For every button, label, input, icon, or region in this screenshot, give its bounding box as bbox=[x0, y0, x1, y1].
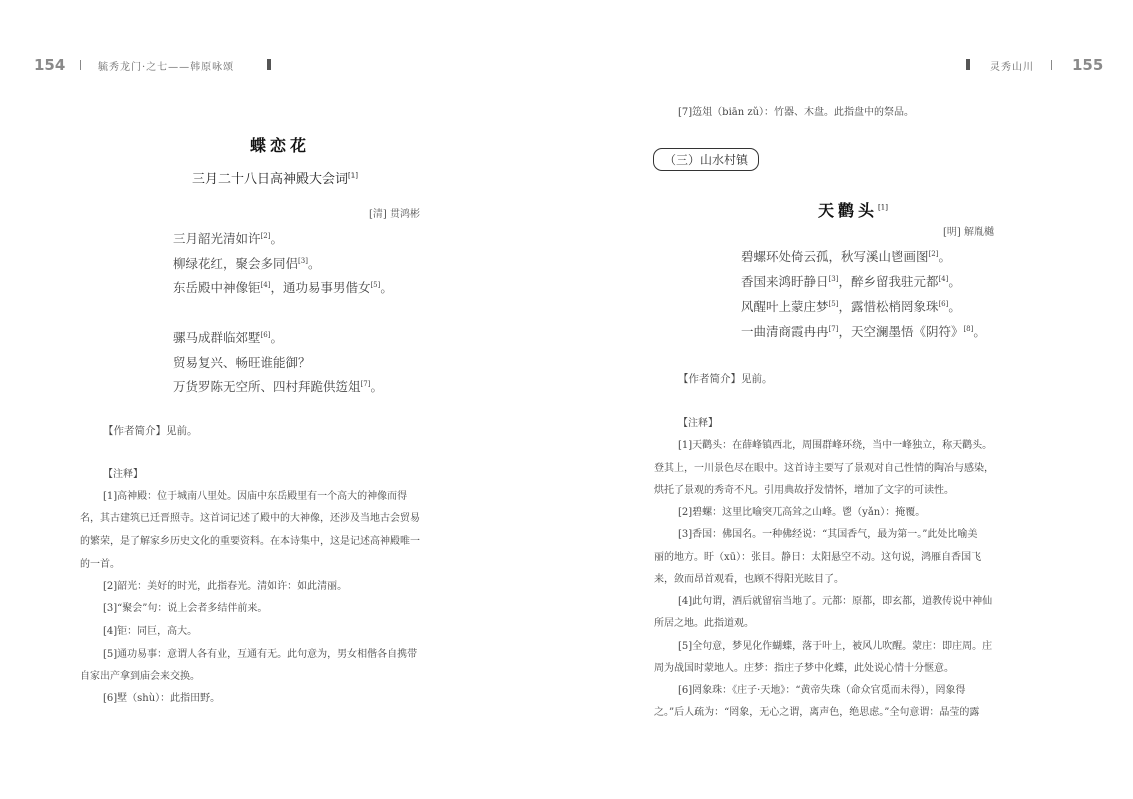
poem-subtitle-left bbox=[192, 168, 358, 187]
note-line: [5]通功易事：意谓人各有业，互通有无。此句意为，男女相偕各自携带 bbox=[103, 649, 418, 660]
note-line: [2]碧螺：这里比喻突兀高耸之山峰。鬯（yǎn）：掩覆。 bbox=[678, 507, 926, 518]
running-title-left: 毓秀龙门·之七——韩原咏颂 bbox=[98, 62, 235, 73]
note-line: 烘托了景观的秀奇不凡。引用典故抒发情怀，增加了文字的可读性。 bbox=[654, 485, 954, 496]
note-line: [3]香国：佛国名。一种佛经说：“其国香气，最为第一。”此处比喻美 bbox=[678, 529, 978, 540]
poem-line: 香国来鸿盱静日[3]，醉乡留我驻元都[4]。 bbox=[741, 274, 961, 289]
poem-line: 一曲清商霞冉冉[7]，天空澜墨悟《阴符》[8]。 bbox=[741, 324, 986, 339]
note-line: [2]韶光：美好的时光，此指春光。清如许：如此清丽。 bbox=[103, 581, 348, 592]
notes-header-right: 【注释】 bbox=[678, 418, 718, 429]
note-line: [6]罔象珠：《庄子·天地》：“黄帝失珠（命众官觅而未得），罔象得 bbox=[678, 685, 966, 696]
note-ref: [1] bbox=[348, 171, 358, 180]
header-separator bbox=[80, 60, 81, 70]
note-line: 自家出产拿到庙会来交换。 bbox=[80, 671, 200, 682]
poem-line: 柳绿花红，聚会多同侣[3]。 bbox=[173, 256, 321, 271]
author-intro-right: 【作者简介】见前。 bbox=[678, 373, 773, 385]
header-bar-marker bbox=[267, 59, 271, 70]
note-line: 的一首。 bbox=[80, 559, 120, 570]
note-line: 丽的地方。盱（xū）：张目。静日：太阳悬空不动。这句说，鸿雁自香国飞 bbox=[654, 552, 982, 563]
poem-line: 三月韶光清如许[2]。 bbox=[173, 231, 283, 246]
header-separator bbox=[1051, 60, 1052, 70]
note-line: [4]此句谓，酒后就留宿当地了。元都：原都，即玄都，道教传说中神仙 bbox=[678, 596, 993, 607]
poem-line: 风醒叶上蒙庄梦[5]，露惜松梢罔象珠[6]。 bbox=[741, 299, 961, 314]
page-number-right: 155 bbox=[1072, 56, 1104, 74]
note-line: 登其上，一川景色尽在眼中。这首诗主要写了景观对自己性情的陶冶与感染， bbox=[654, 463, 994, 474]
poem-author-right: [明] 解胤樾 bbox=[943, 227, 994, 238]
note-line: [5]全句意，梦见化作蝴蝶，落于叶上，被风儿吹醒。蒙庄：即庄周。庄 bbox=[678, 641, 993, 652]
poem-line: 贸易复兴、畅旺谁能御？ bbox=[173, 355, 311, 370]
note-line: [4]钜：同巨，高大。 bbox=[103, 626, 198, 637]
note-line: [1]天鹳头：在薛峰镇西北，周围群峰环绕，当中一峰独立，称天鹳头。 bbox=[678, 440, 993, 451]
poem-line: 万货罗陈无空所、四村拜跪供笾俎[7]。 bbox=[173, 379, 383, 394]
poem-line: 碧螺环处倚云孤，秋写溪山鬯画图[2]。 bbox=[741, 249, 951, 264]
note-line: 来，敛而昂首观看，也顾不得阳光眩目了。 bbox=[654, 574, 844, 585]
note-line: 名，其古建筑已迁晋照寺。这首词记述了殿中的大神像，还涉及当地古会贸易 bbox=[80, 513, 420, 524]
author-intro-left: 【作者简介】见前。 bbox=[103, 425, 198, 437]
running-title-right: 灵秀山川 bbox=[990, 62, 1034, 73]
note-line: 之。”后人疏为：“罔象，无心之谓，离声色，绝思虑。”全句意谓：晶莹的露 bbox=[654, 707, 980, 718]
section-heading: （三）山水村镇 bbox=[653, 148, 759, 171]
notes-header-left: 【注释】 bbox=[103, 469, 143, 480]
note-line: [1]高神殿：位于城南八里处。因庙中东岳殿里有一个高大的神像而得 bbox=[103, 491, 408, 502]
poem-line: 骡马成群临郊墅[6]。 bbox=[173, 330, 283, 345]
note-line: [6]墅（shù）：此指田野。 bbox=[103, 693, 221, 704]
note-line: 周为战国时蒙地人。庄梦：指庄子梦中化蝶，此处说心情十分惬意。 bbox=[654, 663, 954, 674]
note-line: [3]“聚会”句：说上会者多结伴前来。 bbox=[103, 603, 268, 614]
title-text: 天鹳头 bbox=[818, 201, 879, 220]
poem-author-left: [清] 贯鸿彬 bbox=[369, 209, 420, 220]
subtitle-text: 三月二十八日高神殿大会词 bbox=[192, 172, 349, 187]
poem-title-right bbox=[818, 198, 888, 221]
note-line: 的繁荣，是了解家乡历史文化的重要资料。在本诗集中，这是记述高神殿唯一 bbox=[80, 536, 420, 547]
note-line: 所居之地。此指道观。 bbox=[654, 618, 754, 629]
poem-title-left: 蝶恋花 bbox=[250, 136, 311, 155]
top-note-right: [7]笾俎（biān zǔ）：竹器、木盘。此指盘中的祭品。 bbox=[678, 107, 915, 118]
note-ref: [1] bbox=[878, 203, 888, 212]
page-number-left: 154 bbox=[34, 56, 66, 74]
header-bar-marker bbox=[966, 59, 970, 70]
poem-line: 东岳殿中神像钜[4]，通功易事男偕女[5]。 bbox=[173, 280, 393, 295]
